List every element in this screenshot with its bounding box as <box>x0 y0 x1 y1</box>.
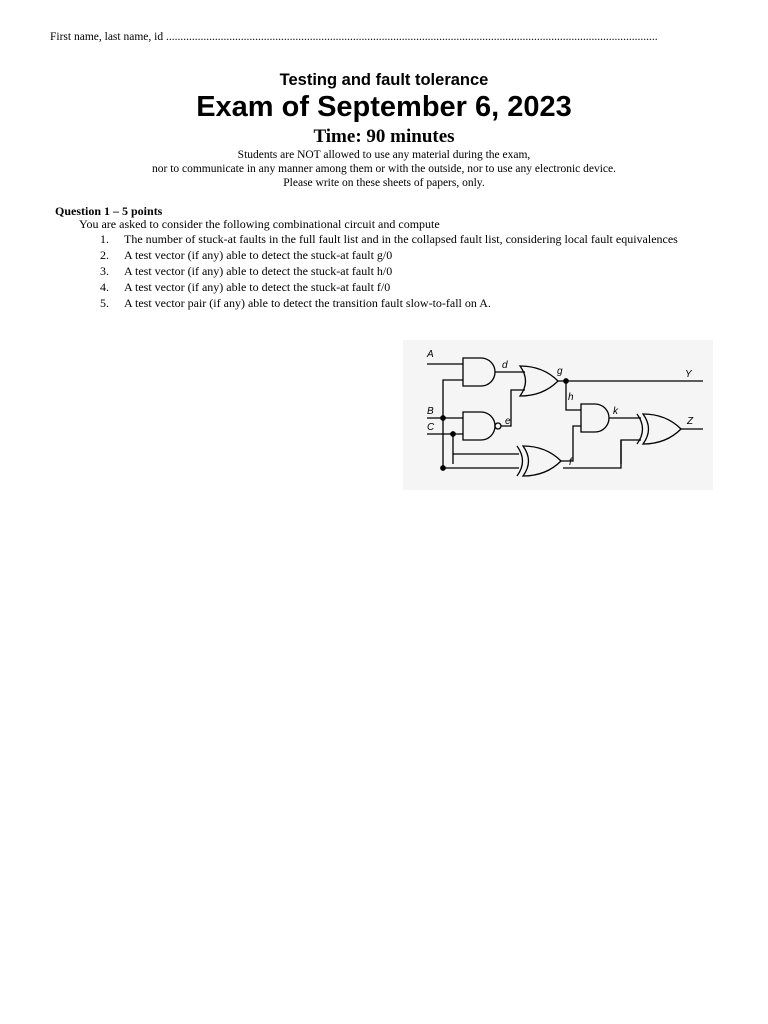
item-text: The number of stuck-at faults in the full fault list and in the collapsed fault list, considering local fault equivalences <box>124 232 678 246</box>
xor-gate-z <box>643 414 681 444</box>
name-blank[interactable]: ........................................................................................................................................................................... <box>165 31 658 43</box>
exam-rules <box>0 148 768 190</box>
list-item <box>100 263 714 279</box>
item-text: A test vector (if any) able to detect the stuck-at fault g/0 <box>124 248 393 262</box>
question-intro: You are asked to consider the following combinational circuit and compute <box>79 217 440 231</box>
wire-b-up <box>443 380 463 418</box>
rule-line: Please write on these sheets of papers, only. <box>283 177 485 189</box>
list-item <box>100 295 714 311</box>
course-title: Testing and fault tolerance <box>279 71 489 89</box>
item-number: 3. <box>100 264 109 278</box>
nand-bubble <box>495 423 501 429</box>
label-d: d <box>502 360 508 371</box>
exam-duration: Time: 90 minutes <box>313 126 455 147</box>
label-z: Z <box>687 416 694 427</box>
junction-dot <box>451 432 455 436</box>
xor-gate-f-back <box>517 446 523 476</box>
xor-gate-f <box>523 446 561 476</box>
item-number: 1. <box>100 232 109 246</box>
question-title: Question 1 – 5 points <box>55 204 163 218</box>
nand-gate-e <box>463 412 495 440</box>
label-a: A <box>427 349 434 360</box>
item-number: 4. <box>100 280 109 294</box>
or-gate-g <box>520 366 558 396</box>
label-f: f <box>569 457 572 468</box>
label-k: k <box>613 406 618 417</box>
list-item <box>100 247 714 263</box>
exam-title: Exam of September 6, 2023 <box>196 91 572 123</box>
name-label: First name, last name, id <box>50 31 164 43</box>
label-h: h <box>568 392 574 403</box>
label-c: C <box>427 422 435 433</box>
and-gate-d <box>463 358 495 386</box>
rule-line: Students are NOT allowed to use any material during the exam, <box>237 149 531 161</box>
and-gate-k <box>581 404 609 432</box>
wire-f <box>561 426 581 461</box>
label-y: Y <box>685 369 692 380</box>
list-item <box>100 279 714 295</box>
label-g: g <box>557 366 563 377</box>
question-items <box>100 231 714 311</box>
item-text: A test vector pair (if any) able to detect the transition fault slow-to-fall on A. <box>124 296 491 310</box>
label-b: B <box>427 406 434 417</box>
junction-dot <box>564 379 568 383</box>
item-text: A test vector (if any) able to detect the stuck-at fault h/0 <box>124 264 393 278</box>
item-text: A test vector (if any) able to detect the stuck-at fault f/0 <box>124 280 391 294</box>
item-number: 2. <box>100 248 109 262</box>
circuit-diagram <box>403 340 713 490</box>
label-e: e <box>505 416 511 427</box>
junction-dot <box>441 466 445 470</box>
junction-dot <box>441 416 445 420</box>
name-id-line <box>50 31 658 43</box>
rule-line: nor to communicate in any manner among them or with the outside, nor to use any electronic device. <box>151 163 616 175</box>
wire-c-z <box>453 440 641 464</box>
list-item <box>100 231 714 247</box>
item-number: 5. <box>100 296 109 310</box>
